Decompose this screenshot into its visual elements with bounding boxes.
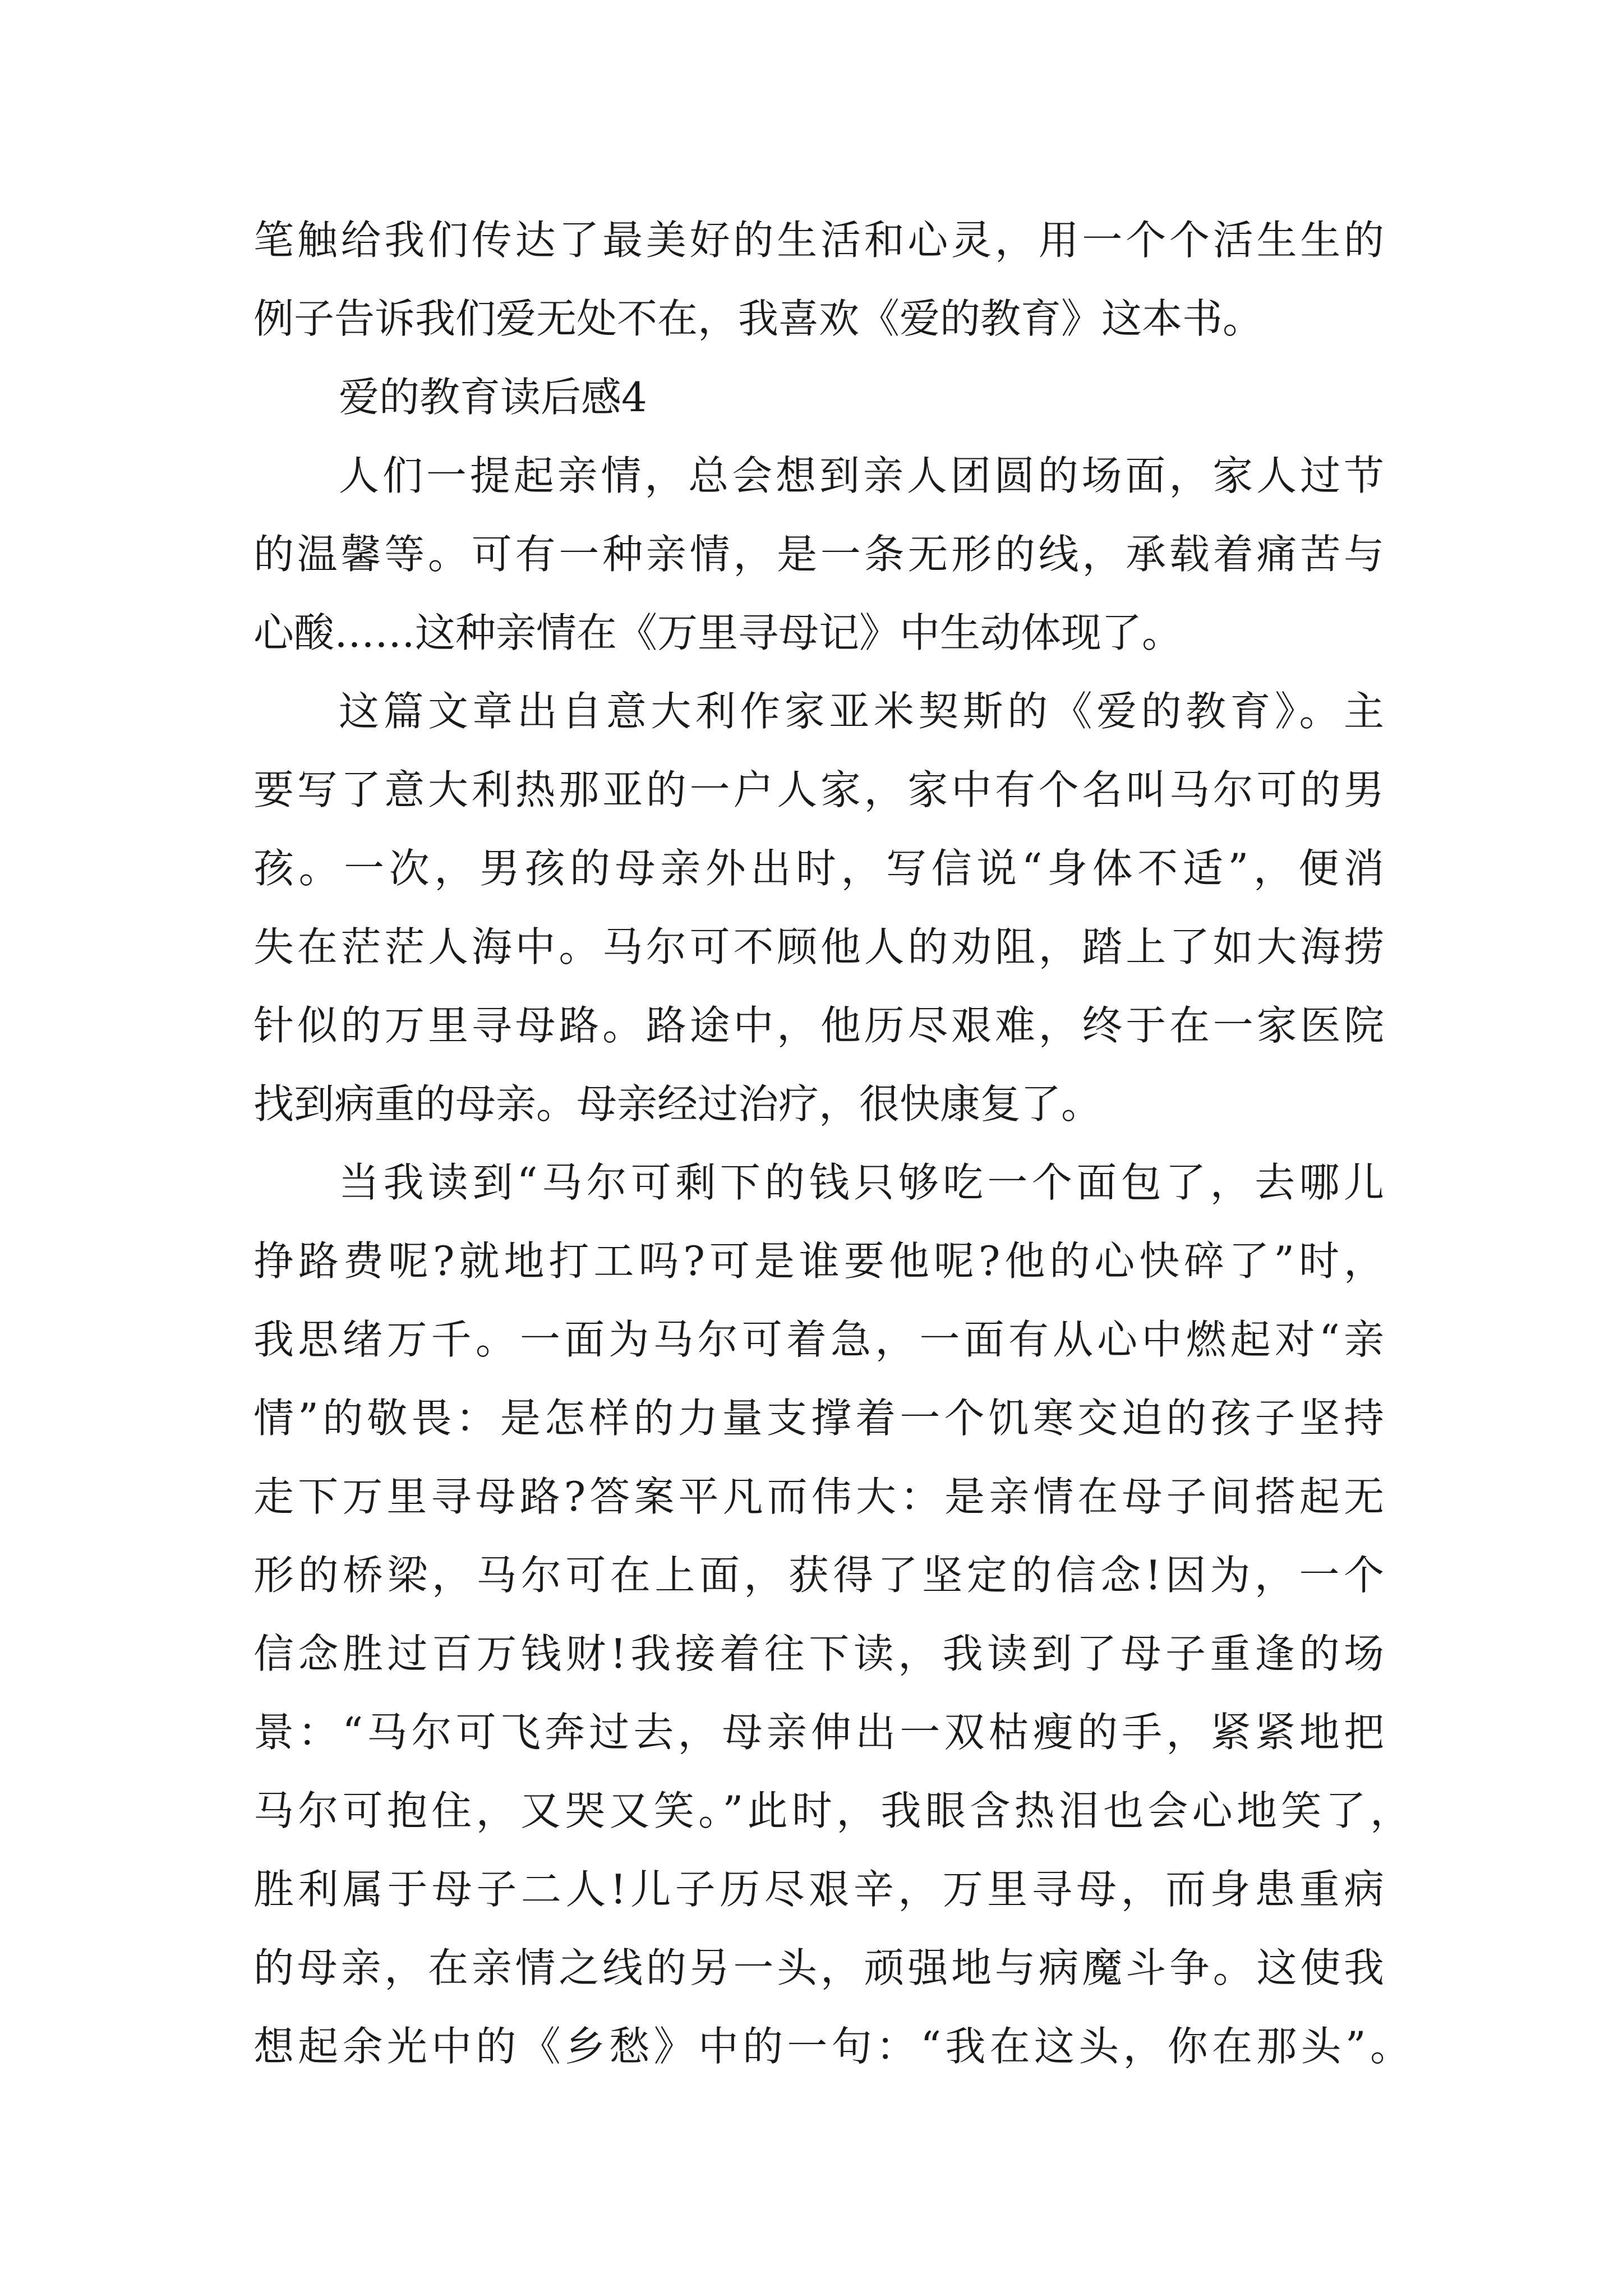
text-line: 针似的万里寻母路。路途中，他历尽艰难，终于在一家医院: [253, 1002, 1384, 1049]
text-line: 挣路费呢?就地打工吗?可是谁要他呢?他的心快碎了”时，: [253, 1237, 1384, 1285]
text-line: 孩。一次，男孩的母亲外出时，写信说“身体不适”，便消: [253, 845, 1384, 892]
paragraph: [253, 1143, 1410, 2086]
text-line: 人们一提起亲情，总会想到亲人团圆的场面，家人过节: [339, 452, 1384, 499]
paragraph: [253, 672, 1384, 1143]
text-line: 景：“马尔可飞奔过去，母亲伸出一双枯瘦的手，紧紧地把: [253, 1709, 1384, 1756]
heading-text: 爱的教育读后感4: [339, 374, 647, 421]
text-line: 形的桥梁，马尔可在上面，获得了坚定的信念!因为，一个: [253, 1552, 1384, 1599]
paragraph-continued: [253, 201, 1384, 358]
text-line: 例子告诉我们爱无处不在，我喜欢《爱的教育》这本书。: [253, 295, 1264, 342]
section-heading: [253, 358, 1384, 436]
text-line: 我思绪万千。一面为马尔可着急，一面有从心中燃起对“亲: [253, 1316, 1384, 1363]
text-line: 的温馨等。可有一种亲情，是一条无形的线，承载着痛苦与: [253, 531, 1384, 578]
text-line: 当我读到“马尔可剩下的钱只够吃一个面包了，去哪儿: [339, 1159, 1384, 1206]
text-line: 要写了意大利热那亚的一户人家，家中有个名叫马尔可的男: [253, 766, 1384, 813]
text-line: 找到病重的母亲。母亲经过治疗，很快康复了。: [253, 1080, 1102, 1128]
text-line: 失在茫茫人海中。马尔可不顾他人的劝阻，踏上了如大海捞: [253, 923, 1384, 970]
text-line: 的母亲，在亲情之线的另一头，顽强地与病魔斗争。这使我: [253, 1944, 1384, 1991]
text-line: 笔触给我们传达了最美好的生活和心灵，用一个个活生生的: [253, 217, 1384, 264]
text-line: 心酸……这种亲情在《万里寻母记》中生动体现了。: [253, 609, 1183, 656]
text-line: 胜利属于母子二人!儿子历尽艰辛，万里寻母，而身患重病: [253, 1866, 1384, 1913]
text-line: 信念胜过百万钱财!我接着往下读，我读到了母子重逢的场: [253, 1630, 1384, 1677]
text-line: 这篇文章出自意大利作家亚米契斯的《爱的教育》。主: [339, 688, 1384, 735]
document-body: [253, 201, 1410, 2086]
text-line: 想起余光中的《乡愁》中的一句：“我在这头，你在那头”。: [253, 2023, 1410, 2070]
paragraph: [253, 436, 1384, 672]
text-line: 情”的敬畏：是怎样的力量支撑着一个饥寒交迫的孩子坚持: [253, 1395, 1384, 1442]
text-line: 马尔可抱住，又哭又笑。”此时，我眼含热泪也会心地笑了，: [253, 1787, 1410, 1834]
text-line: 走下万里寻母路?答案平凡而伟大：是亲情在母子间搭起无: [253, 1473, 1384, 1520]
